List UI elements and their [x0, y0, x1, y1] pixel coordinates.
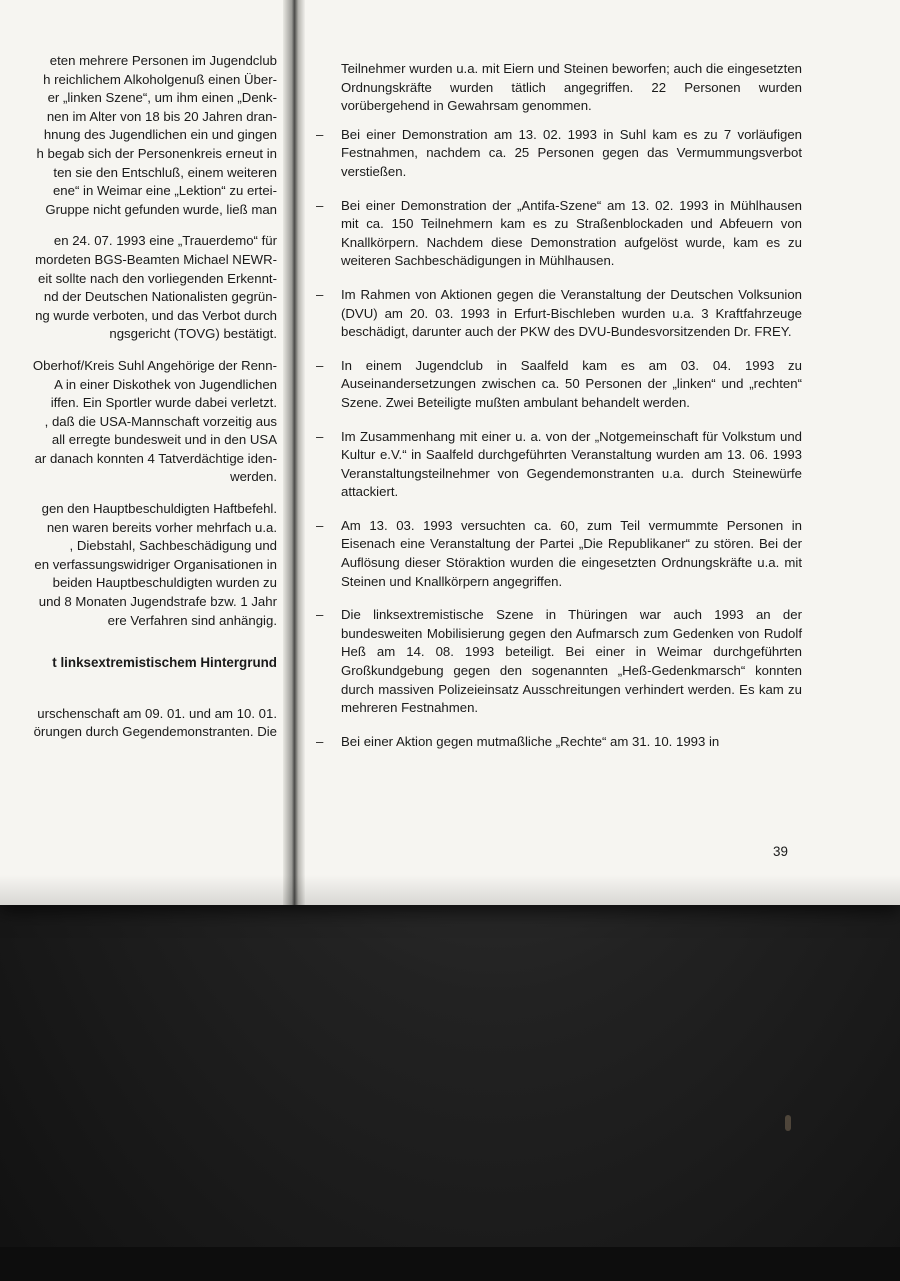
- list-dash: –: [316, 286, 324, 302]
- text-line: er „linken Szene“, um ihm einen „Denk-: [47, 90, 277, 106]
- text-line: h begab sich der Personenkreis erneut in: [36, 145, 277, 161]
- incident-text: Bei einer Aktion gegen mutmaßliche „Rechte“ am 31. 10. 1993 in: [341, 733, 720, 749]
- incident-item: [312, 428, 802, 502]
- left-paragraph: [0, 705, 277, 742]
- text-line: ere Verfahren sind anhängig.: [107, 612, 277, 628]
- incident-text: Am 13. 03. 1993 versuchten ca. 60, zum Teil vermummte Personen in Eisenach eine Veranstaltung der Partei „Die Republikaner“ zu stören. Bei der Auflösung dieser Störaktion wurden die eingesetzten Ordnungskräfte u.a. mit Steinen und Knallkörpern angegriffen.: [341, 517, 802, 589]
- text-line: Gruppe nicht gefunden wurde, ließ man: [45, 201, 277, 217]
- section-heading: t linksextremistischem Hintergrund: [52, 655, 277, 671]
- left-paragraph: [0, 357, 277, 487]
- book-gutter: [283, 0, 305, 905]
- text-line: beiden Hauptbeschuldigten wurden zu: [52, 575, 277, 591]
- text-line: und 8 Monaten Jugendstrafe bzw. 1 Jahr: [38, 594, 277, 610]
- text-line: ten sie den Entschluß, einem weiteren: [53, 164, 277, 180]
- text-line: , daß die USA-Mannschaft vorzeitig aus: [44, 413, 277, 429]
- list-dash: –: [316, 733, 324, 749]
- text-line: nen waren bereits vorher mehrfach u.a.: [46, 519, 277, 535]
- scan-bottom-edge: [0, 1247, 900, 1281]
- text-line: h reichlichem Alkoholgenuß einen Über-: [43, 71, 277, 87]
- text-line: Oberhof/Kreis Suhl Angehörige der Renn-: [32, 357, 277, 373]
- right-page-column: [312, 60, 802, 766]
- incident-text: In einem Jugendclub in Saalfeld kam es am 03. 04. 1993 zu Auseinandersetzungen zwischen ca. 50 Personen der „linken“ und „rechten“ Szene. Zwei Beteiligte mußten ambulant behandelt werden.: [341, 357, 802, 410]
- scan-smudge: [785, 1115, 791, 1131]
- incident-item: [312, 733, 802, 752]
- text-line: nd der Deutschen Nationalisten gegrün-: [43, 289, 277, 305]
- list-dash: –: [316, 607, 324, 623]
- text-line: ngsgericht (TOVG) bestätigt.: [109, 326, 277, 342]
- text-line: eit sollte nach den vorliegenden Erkennt-: [38, 270, 277, 286]
- intro-paragraph: Teilnehmer wurden u.a. mit Eiern und Steinen beworfen; auch die eingesetzten Ordnungskräfte wurden tätlich angegriffen. 22 Personen wurden vorübergehend in Gewahrsam genommen.: [341, 61, 802, 114]
- text-line: werden.: [230, 469, 277, 485]
- text-line: gen den Hauptbeschuldigten Haftbefehl.: [41, 501, 277, 517]
- text-line: nen im Alter von 18 bis 20 Jahren dran-: [46, 108, 277, 124]
- left-page-column: [0, 52, 283, 852]
- text-line: mordeten BGS-Beamten Michael NEWR-: [35, 251, 277, 267]
- incident-text: Die linksextremistische Szene in Thüringen war auch 1993 an der bundesweiten Mobilisierung gegen den Aufmarsch zum Gedenken von Rudolf Heß am 14. 08. 1993 beteiligt. Bei einer in Weimar durchgeführten Großkundgebung gegen den sogenannten „Heß-Gedenkmarsch“ konnten durch massiven Polizeieinsatz Ausschreitungen verhindert werden. Es kam zu mehreren Festnahmen.: [341, 607, 802, 716]
- text-line: ng wurde verboten, und das Verbot durch: [35, 307, 277, 323]
- incident-text: Bei einer Demonstration der „Antifa-Szene“ am 13. 02. 1993 in Mühlhausen mit ca. 150 Teilnehmern kam es zu Straßenblockaden und Abfeuern von Knallkörpern. Nachdem diese Demonstration aufgelöst wurde, kam es zu weiteren Sachbeschädigungen in Mühlhausen.: [341, 197, 802, 269]
- incident-item: [312, 126, 802, 182]
- text-line: urschenschaft am 09. 01. und am 10. 01.: [37, 705, 277, 721]
- list-dash: –: [316, 517, 324, 533]
- text-line: ar danach konnten 4 Tatverdächtige iden-: [34, 450, 277, 466]
- text-line: ene“ in Weimar eine „Lektion“ zu ertei-: [52, 183, 277, 199]
- list-dash: –: [316, 126, 324, 142]
- incident-item: [312, 517, 802, 591]
- left-paragraph: [0, 232, 277, 344]
- left-paragraph: [0, 52, 277, 219]
- left-paragraph: [0, 500, 277, 630]
- incident-text: Im Rahmen von Aktionen gegen die Veranstaltung der Deutschen Volksunion (DVU) am 20. 03. 1993 in Erfurt-Bischleben wurden u.a. 3 Kraftfahrzeuge beschädigt, darunter auch der PKW des DVU-Bundesvorsitzenden Dr. FREY.: [341, 286, 802, 340]
- incident-item: [312, 357, 802, 413]
- text-line: A in einer Diskothek von Jugendlichen: [54, 376, 277, 392]
- incident-text: Im Zusammenhang mit einer u. a. von der „Notgemeinschaft für Volkstum und Kultur e.V.“ in Saalfeld durchgeführten Veranstaltung wurden am 13. 06. 1993 Veranstaltungsteilnehmer von Gegendemonstranten u.a. durch Steinewürfe attackiert.: [341, 428, 802, 500]
- text-line: all erregte bundesweit und in den USA: [51, 432, 277, 448]
- text-line: iffen. Ein Sportler wurde dabei verletzt.: [50, 395, 277, 411]
- incident-text: Bei einer Demonstration am 13. 02. 1993 in Suhl kam es zu 7 vorläufigen Festnahmen, nachdem ca. 25 Personen gegen das Vermummungsverbot verstießen.: [341, 126, 802, 179]
- page-number: 39: [773, 844, 788, 859]
- text-line: en 24. 07. 1993 eine „Trauerdemo“ für: [53, 233, 277, 249]
- incident-list: [312, 126, 802, 752]
- text-line: , Diebstahl, Sachbeschädigung und: [69, 538, 277, 554]
- left-page-text: [0, 52, 277, 755]
- incident-item: [312, 197, 802, 271]
- incident-item: [312, 286, 802, 342]
- incident-item: [312, 606, 802, 718]
- list-dash: –: [316, 428, 324, 444]
- text-line: en verfassungswidriger Organisationen in: [34, 556, 277, 572]
- list-dash: –: [316, 197, 324, 213]
- list-dash: –: [316, 357, 324, 373]
- text-line: eten mehrere Personen im Jugendclub: [49, 53, 277, 68]
- text-line: örungen durch Gegendemonstranten. Die: [33, 724, 277, 740]
- text-line: hnung des Jugendlichen ein und gingen: [43, 127, 277, 143]
